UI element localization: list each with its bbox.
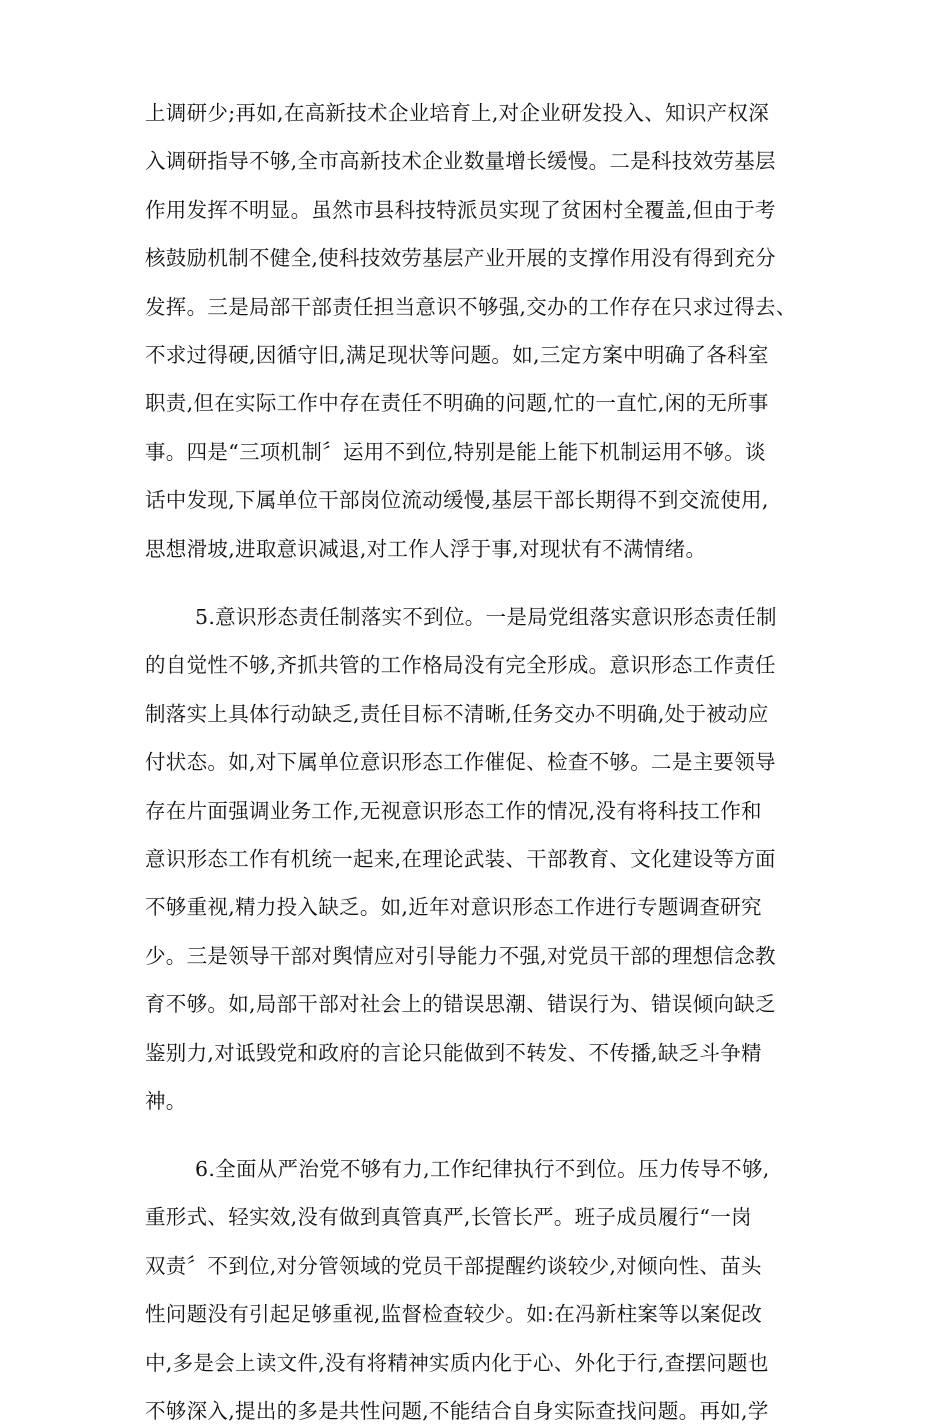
text-line: 的自觉性不够,齐抓共管的工作格局没有完全形成。意识形态工作责任 [145, 653, 776, 678]
text-line: 制落实上具体行动缺乏,责任目标不清晰,任务交办不明确,处于被动应 [145, 701, 769, 726]
paragraph-6-heading-line: 6.全面从严治党不够有力,工作纪律执行不到位。压力传导不够, [195, 1157, 770, 1181]
text-line: 不求过得硬,因循守旧,满足现状等问题。如,三定方案中明确了各科室 [145, 343, 769, 367]
paragraph-5-heading-line: 5.意识形态责任制落实不到位。一是局党组落实意识形态责任制 [195, 605, 777, 629]
text-line: 中,多是会上读文件,没有将精神实质内化于心、外化于行,查摆问题也 [145, 1350, 769, 1375]
text-line: 不够重视,精力投入缺乏。如,近年对意识形态工作进行专题调查研究 [145, 895, 762, 920]
text-line: 重形式、轻实效,没有做到真管真严,长管长严。班子成员履行“一岗 [145, 1205, 752, 1230]
text-line: 少。三是领导干部对舆情应对引导能力不强,对党员干部的理想信念教 [145, 943, 776, 968]
text-line: 入调研指导不够,全市高新技术企业数量增长缓慢。二是科技效劳基层 [145, 149, 776, 174]
text-line: 核鼓励机制不健全,使科技效劳基层产业开展的支撑作用没有得到充分 [145, 246, 776, 271]
text-line: 育不够。如,局部干部对社会上的错误思潮、错误行为、错误倾向缺乏 [145, 992, 776, 1017]
text-line: 双责〞不到位,对分管领域的党员干部提醒约谈较少,对倾向性、苗头 [145, 1253, 762, 1278]
text-line: 思想滑坡,进取意识减退,对工作人浮于事,对现状有不满情绪。 [145, 536, 707, 561]
text-line: 性问题没有引起足够重视,监督检查较少。如:在冯新柱案等以案促改 [145, 1302, 763, 1327]
text-line: 不够深入,提出的多是共性问题,不能结合自身实际查找问题。再如,学 [145, 1399, 769, 1423]
text-line: 职责,但在实际工作中存在责任不明确的问题,忙的一直忙,闲的无所事 [145, 391, 769, 416]
text-line: 鉴别力,对诋毁党和政府的言论只能做到不转发、不传播,缺乏斗争精 [145, 1040, 762, 1065]
text-line: 神。 [145, 1089, 187, 1113]
text-line: 意识形态工作有机统一起来,在理论武装、干部教育、文化建设等方面 [145, 847, 776, 871]
text-line: 事。四是“三项机制〞运用不到位,特别是能上能下机制运用不够。谈 [145, 439, 766, 464]
text-line: 发挥。三是局部干部责任担当意识不够强,交办的工作存在只求过得去、 [145, 294, 797, 319]
text-line: 话中发现,下属单位干部岗位流动缓慢,基层干部长期得不到交流使用, [145, 488, 769, 513]
text-line: 付状态。如,对下属单位意识形态工作催促、检查不够。二是主要领导 [145, 750, 776, 775]
text-line: 存在片面强调业务工作,无视意识形态工作的情况,没有将科技工作和 [145, 798, 762, 823]
text-line: 作用发挥不明显。虽然市县科技特派员实现了贫困村全覆盖,但由于考 [145, 197, 776, 222]
text-line: 上调研少;再如,在高新技术企业培育上,对企业研发投入、知识产权深 [145, 101, 770, 125]
